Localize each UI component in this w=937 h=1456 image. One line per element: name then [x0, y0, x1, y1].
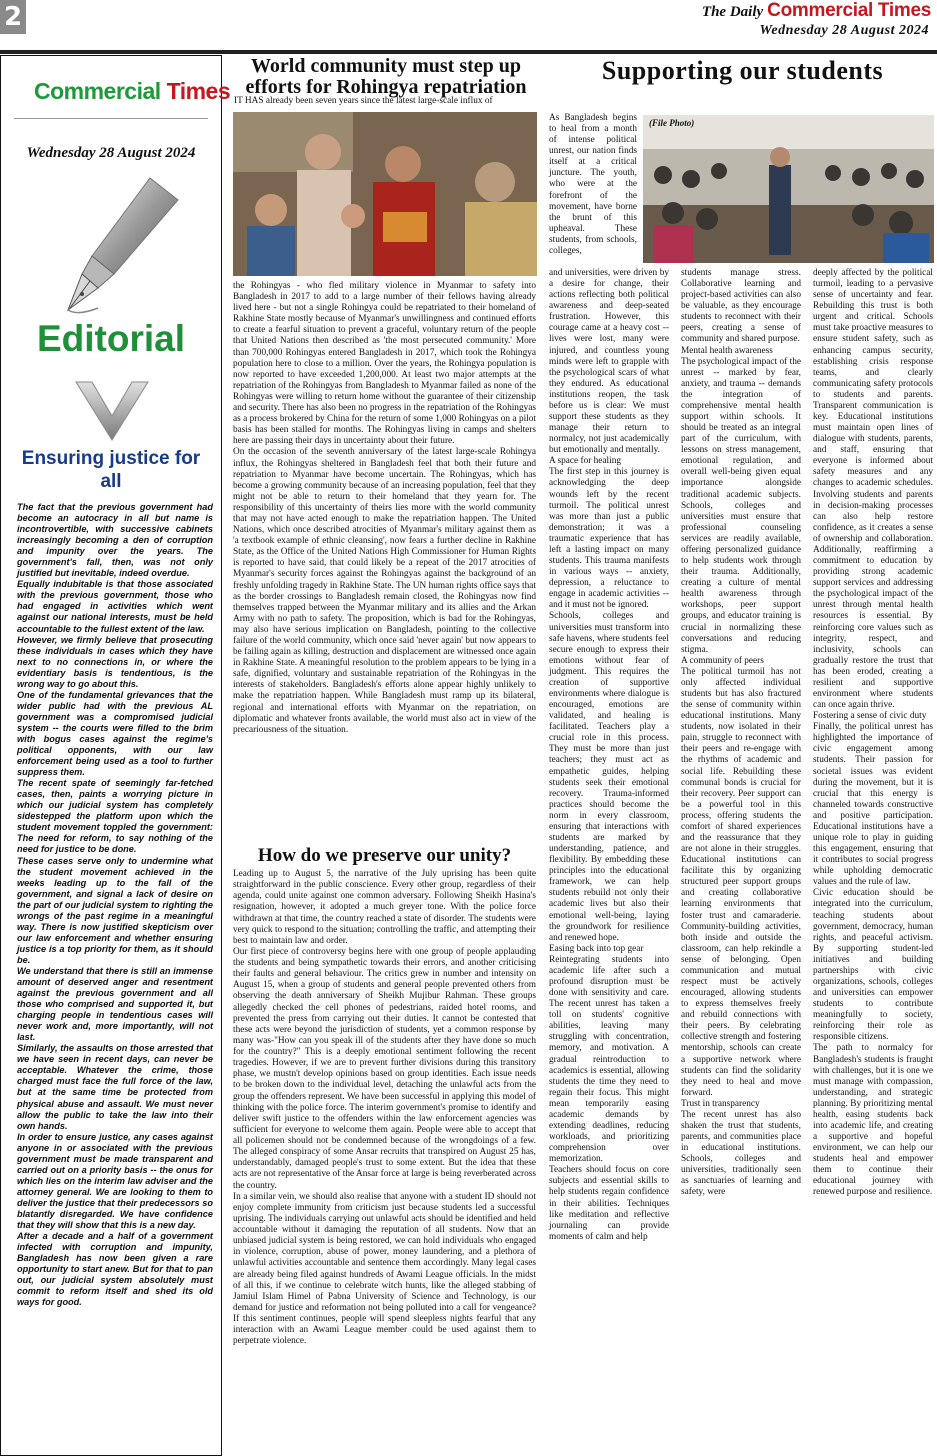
rohingya-photo-illustration	[233, 112, 537, 276]
editorial-paragraph: These cases serve only to undermine what the student movement achieved in the weeks leading up to the fall of the government, and signal a lack of desire on the part of our judicial system to righting the wrongs of the past regime in a meaningful way. There is now justified skepticism over our law enforcement and whether ensuring justice is a top priority for them, as it should be.	[17, 855, 213, 965]
editorial-paragraph: After a decade and a half of a government infected with corruption and impunity, Bangladesh has now been given a rare opportunity to start anew. But for that to pan out, our judicial system absolutely must commit to reform itself and shed its old ways for good.	[17, 1231, 213, 1308]
editorial-paragraph: Equally indubitable is that those associated with the previous government, those who had engaged in activities which went against our national interests, must be held accountable to the fullest extent of the law.	[17, 579, 213, 634]
students-paragraph: The psychological impact of the unrest -- marked by fear, anxiety, and trauma -- demands the integration of comprehensive mental health support within schools. It should be treated as an integral part of the curriculum, with lessons on stress management, emotional regulation, and overall well-being given equal importance alongside traditional academic subjects. Schools, colleges and universities must ensure that professional counseling services are readily available, offering personalized guidance to help students work through their trauma. Additionally, creating a culture of mental health awareness through workshops, peer support groups, and educator training is crucial in normalizing these conversations and reducing stigma.	[681, 356, 801, 655]
masthead-daily: The Daily	[701, 4, 764, 20]
unity-body	[233, 869, 536, 1347]
rohingya-lead: IT HAS already been seven years since the latest large-scale influx of	[234, 96, 493, 106]
rohingya-body	[233, 281, 536, 736]
logo-times: Times	[166, 78, 231, 104]
students-paragraph: Schools, colleges and universities must transform into safe havens, where students feel secure enough to express their emotions without fear of judgment. This requires the creation of supportive environments where dialogue is encouraged, emotions are validated, and healing is facilitated. Teachers play a crucial role in this process. They must be more than just teachers; they must act as empathetic guides, helping students seek their emotional recovery. Trauma-informed practices should become the norm in every classroom, ensuring that interactions with students are marked by understanding, patience, and flexibility. By embedding these principles into the educational framework, we can help students rebuild not only their academic lives but also their emotional well-being, laying the groundwork for resilience and renewed hope.	[549, 611, 669, 943]
unity-paragraph: In a similar vein, we should also realise that anyone with a student ID should not enjoy complete immunity from criticism just because students led a successful uprising. The individuals carrying out unlawful acts should be identified and held accountable without it damaging the reputation of all students. Now that an unbiased judicial system is being restored, we can hold individuals who engaged in violence, corruption, abuse of power, money laundering, and a plethora of unlawful activities accountable and sentence them accordingly. Many legal cases are already being filed against hundreds of Awami League officials. In the midst of all this, if we continue to celebrate witch hunts, like the alleged stabbing of Jamiul Islam Himel of Pabna University of Science and Technology, is our demand for justice and reformation not being polluted into a call for vengeance? If this sentiment continues, people will spend sleepless nights fearful that any interaction with an Awami League member could be used against them to perpetrate violence.	[233, 1191, 536, 1347]
editorial-paragraph: One of the fundamental grievances that the wider public had with the previous AL government was a compromised judicial system -- the courts were filled to the brim with bogus cases against the regime's political opponents, with our law enforcement being used as a tool to further suppress them.	[17, 689, 213, 778]
students-paragraph: deeply affected by the political turmoil, leading to a pervasive sense of uncertainty and fear. Rebuilding this trust is both urgent and critical. Schools must take proactive measures to ensure student safety, such as enhancing campus security, establishing crisis response teams, and clearly communicating safety protocols to students and parents. Transparent communication is key. Educational institutions must maintain open lines of dialogue with students, parents, and staff, ensuring that everyone is informed about safety measures and any changes to academic schedules. Involving students and parents in decision-making processes can also help restore confidence, as it creates a sense of ownership and collaboration. Additionally, reaffirming a commitment to education by providing strong academic support services and addressing the psychological impact of the unrest through mental health resources is essential. By reinforcing core values such as integrity, respect, and inclusivity, schools can gradually restore the trust that has been eroded, creating a resilient and supportive environment where students can once again thrive.	[813, 268, 933, 711]
students-paragraph: The first step in this journey is acknowledging the deep wounds left by the recent turmoil. The political unrest was more than just a public demonstration; it was a traumatic experience that has left a lasting impact on many students. This trauma manifests in various ways -- anxiety, depression, a reluctance to engage in academic activities -- and it must not be ignored.	[549, 467, 669, 611]
students-subhead: Easing back into top gear	[549, 943, 644, 954]
students-col2	[681, 268, 801, 1199]
students-paragraph: students manage stress. Collaborative learning and project-based activities can also be valuable, as they encourage students to reconnect with their peers, creating a sense of community and shared purpose.	[681, 268, 801, 345]
students-headline: Supporting our students	[601, 56, 884, 85]
header-divider	[0, 50, 937, 54]
down-arrow-icon	[72, 376, 152, 446]
editorial-headline: Ensuring justice for all	[21, 448, 201, 492]
rohingya-paragraph: On the occasion of the seventh anniversary of the latest large-scale Rohingya influx, the Rohingyas sheltered in Bangladesh feel that both their future and repatriation to Myanmar have become uncertain. The Rohingyas, which has become a growing community because of an increasing population, feel that they might not be able to return to their homeland that they yearn for. The responsibility of this uncertainty of theirs lies more with the world community that may not have acted enough to make the repatriation happen. The United Nations, which once described atrocities of Myanmar's military against them as 'a textbook example of ethnic cleansing', now fears a further decline in Rakhine State, as the Office of the United Nations High Commissioner for Human Rights is reported to have said, that could likely be a repeat of the 2017 atrocities of Myanmar's security forces against the Rohingyas against the background of an freshly unfolding tragedy in Rakhine State. The UN human rights office says that as the border crossings to Bangladesh remain closed, the Rohingyas now find themselves trapped between the Myanmar military and its allies and the Arkan Army with no path to safety. The proposition, which is bad for the Rohingyas, may also have serious implication on Bangladesh, pointing to the collective failure of the world community, which once said 'never again' but now appears to be failing again as killing, destruction and displacement are witnessed once again in Rakhine State. A meaningful resolution to the problem appears to be lying in a safe, dignified, voluntary and sustainable repatriation of the Rohingyas in the interests of stakeholders. Bangladesh's efforts alone appear highly unlikely to make the repatriation happen. While Bangladesh must ramp up its bilateral, regional and international efforts with Myanmar on the repatriation, on diplomatic and whatever fronts available, the world must also act in view of the precariousness of the situation.	[233, 447, 536, 735]
classroom-photo-illustration	[643, 115, 934, 263]
students-paragraph: The political turmoil has not only affected individual students but has also fractured the sense of community within educational institutions. Many students, now isolated in their pain, struggle to reconnect with their peers and re-engage with the rhythms of academic and social life. Rebuilding these communal bonds is crucial for their recovery. Peer support can be a powerful tool in this process, offering students the comfort of shared experiences and the reassurance that they are not alone in their struggles. Educational institutions can facilitate this by organizing structured peer support groups and creating collaborative learning environments that foster trust and camaraderie. Community-building activities, both inside and outside the classroom, can help rekindle a sense of belonging. Open communication and mutual respect must be actively encouraged, allowing students to express themselves freely and rebuild connections with their peers. By celebrating collective strength and fostering mentorship, schools can create a supportive network where students can find the solidarity they need to heal and move forward.	[681, 666, 801, 1098]
editorial-date: Wednesday 28 August 2024	[26, 145, 196, 161]
masthead	[702, 0, 931, 22]
masthead-name: Commercial Times	[767, 0, 931, 21]
students-col1	[549, 268, 669, 1243]
unity-paragraph: Leading up to August 5, the narrative of the July uprising has been quite straightforward in the public conscience. Every other group, regardless of their agenda, could unite against one common adversary. Following Sheikh Hasina's resignation, however, it adopted a much greyer tone. With the police force withdrawn at that time, the country reached a state of disorder. The students were very quick to respond to the situation; controlling the traffic, and attempting their best to maintain law and order.	[233, 869, 536, 946]
students-subhead: A space for healing	[549, 456, 622, 467]
editorial-paragraph: Similarly, the assaults on those arrested that we have seen in recent days, can never be acceptable. Whatever the crime, those charged must face the full force of the law, but at the same time be protected from physical abuse and assault. We must never allow the public to take the law into their own hands.	[17, 1043, 213, 1131]
editorial-body	[17, 502, 213, 1308]
students-paragraph: The path to normalcy for Bangladesh's students is fraught with challenges, but it is one we must manage with compassion, understanding, and strategic planning. By prioritizing mental health, easing students back into academic life, and creating a supportive and hopeful environment, we can help our students heal and empower them to continue their educational journey with renewed purpose and resilience.	[813, 1043, 933, 1198]
classroom-photo	[643, 115, 934, 263]
students-subhead: Fostering a sense of civic duty	[813, 711, 927, 722]
students-subhead: Trust in transparency	[681, 1098, 760, 1109]
students-paragraph: As Bangladesh begins to heal from a month of intense political unrest, our nation finds itself at a critical juncture. The youth, who were at the forefront of the movement, have borne the brunt of this upheaval. These students, from schools, colleges,	[549, 113, 637, 256]
editorial-paragraph: The fact that the previous government had become an autocracy in all but name is incontrovertible, with successive cabinets increasingly becoming a den of corruption and impunity over the years. The government's fall, then, was not only justified but inevitable, indeed overdue.	[17, 502, 213, 579]
students-paragraph: The recent unrest has also shaken the trust that students, parents, and communities place in educational institutions. Schools, colleges and universities, traditionally seen as sanctuaries of learning and safety, were	[681, 1109, 801, 1198]
logo-divider	[14, 118, 208, 119]
editorial-paragraph: The recent spate of seemingly far-fetched cases, then, paints a worrying picture in which our judicial system has completely sidestepped the platform upon which the student movement toppled the government: The need for reform, to say nothing of the need for justice to be done.	[17, 778, 213, 855]
fountain-pen-icon	[38, 170, 188, 320]
students-subhead: Mental health awareness	[681, 345, 773, 356]
students-col3	[813, 268, 933, 1199]
editorial-paragraph: In order to ensure justice, any cases against anyone in or associated with the previous government must be made transparent and carried out on a priority basis -- the onus for which lies on the interim law adviser and the attorney general. We are looking to them to deliver the justice that their predecessors so blatantly disregarded. We have confidence that they will show that this is a new day.	[17, 1131, 213, 1231]
unity-paragraph: Our first piece of controversy begins here with one group of people applauding the students and being sympathetic towards their errors, and another criticising their faults and general behaviour. The critics grew in number and intensity on August 15, when a group of students and general people prevented others from observing the death anniversary of Sheikh Mujibur Rahman. These groups allegedly checked the cell phones of pedestrians, raided hotel rooms, and prevented the press from carrying out their duties. It cannot be contested that these acts were beyond the jurisdiction of students, yet a common response by many was-"How can you speak ill of the students after they have done so much for the country?" This is a deeply emotional sentiment following the recent tragedies. However, if we are to prevent further divisions during this transitory phase, we mustn't develop opinions based on group identities. Each issue needs to be broken down to the individual level, detaching the unlawful acts from the group the offenders represent. We have been successful in applying this model of thinking with the police force. The interim government's promise to identify and deliver swift justice to the offenders within the law enforcement agencies was sufficient for everyone to welcome them again. People were able to accept that all policemen should not be condemned because of the wrongdoings of a few. The alleged conspiracy of some Ansar recruits that transpired on August 25 has, understandably, damaged people's trust to some extent. But the idea that these acts are not representative of the Ansar force at large is being reverberated across the country.	[233, 946, 536, 1191]
students-paragraph: Teachers should focus on core subjects and essential skills to help students regain confidence in their abilities. Techniques like meditation and reflective journaling can provide moments of calm and help	[549, 1165, 669, 1242]
students-paragraph: Civic education should be integrated into the curriculum, teaching students about government, democracy, human rights, and peaceful activism. By supporting student-led initiatives and building partnerships with civic organizations, schools, colleges and universities can empower students to contribute meaningfully to society, reinforcing their role as responsible citizens.	[813, 888, 933, 1043]
students-col1-top	[549, 113, 637, 257]
section-title: Editorial	[36, 318, 186, 359]
students-paragraph: and universities, were driven by a desire for change, their actions reflecting both political awareness and deep-seated frustration. However, this courage came at a heavy cost -- lives were lost, many were injured, and countless young minds were left to grapple with the psychological scars of what they endured. As educational institutions reopen, the task before us is clear: We must support these students as they manage their return to normalcy, not just academically but emotionally and mentally.	[549, 268, 669, 456]
rohingya-photo	[233, 112, 537, 276]
header-date: Wednesday 28 August 2024	[759, 23, 929, 38]
rohingya-headline: World community must step up efforts for Rohingya repatriation	[245, 55, 527, 98]
unity-headline: How do we preserve our unity?	[257, 845, 512, 866]
students-subhead: A community of peers	[681, 655, 764, 666]
page-number: 2	[0, 0, 26, 34]
editorial-paragraph: We understand that there is still an immense amount of deserved anger and resentment against the previous government and all those who comprised and supported it, but charging people in tendentious cases will never work and, more importantly, will not last.	[17, 965, 213, 1043]
logo-commercial: Commercial	[34, 78, 161, 104]
editorial-logo	[34, 78, 230, 105]
rohingya-paragraph: the Rohingyas - who fled military violence in Myanmar to safety into Bangladesh in 2017 to add to a large number of their fellows having already lived here - but not a single Rohingya could be repatriated to their homeland of Rakhine State mostly because of Myanmar's unwillingness and continued efforts to create a fearful situation to prevent a graceful, voluntary return of the people that United Nations then described as 'the most persecuted community.' More than 700,000 Rohingyas entered Bangladesh in 2017, which took the Rohingya population here to close to a million. Over the years, the Rohingya population is now reported to have exceeded 1,200,000. At least two major attempts at the repatriation of the Rohingyas from Bangladesh to Myanmar failed as none of the Rohingyas were willing to return home without the guarantee of their citizenship and security. There has also been no progress in the repatriation of the Rohingyas as a process brokered by China for the return of some 1,000 Rohingyas on a pilot basis has been stalled for months. The Rohingyas living in camps and shelters here are passing their days in uncertainty about their future.	[233, 281, 536, 447]
students-paragraph: Finally, the political unrest has highlighted the importance of civic engagement among students. Their passion for societal issues was evident during the movement, but it is crucial that this energy is channeled towards constructive and positive participation. Educational institutions have a unique role to play in guiding this engagement, ensuring that it contributes to social progress while upholding democratic values and the rule of law.	[813, 722, 933, 888]
editorial-paragraph: However, we firmly believe that prosecuting these individuals in cases which they have next to no connections in, or where the evidentiary basis is tendentious, is the wrong way to go about this.	[17, 634, 213, 689]
photo-caption: (File Photo)	[649, 118, 695, 128]
students-paragraph: Reintegrating students into academic life after such a profound disruption must be done with sensitivity and care. The recent unrest has taken a toll on students' cognitive abilities, leaving many struggling with concentration, memory, and motivation. A gradual reintroduction to academics is essential, allowing students the time they need to regain their focus. This might mean temporarily easing academic demands by extending deadlines, reducing workloads, and prioritizing comprehension over memorization.	[549, 954, 669, 1165]
